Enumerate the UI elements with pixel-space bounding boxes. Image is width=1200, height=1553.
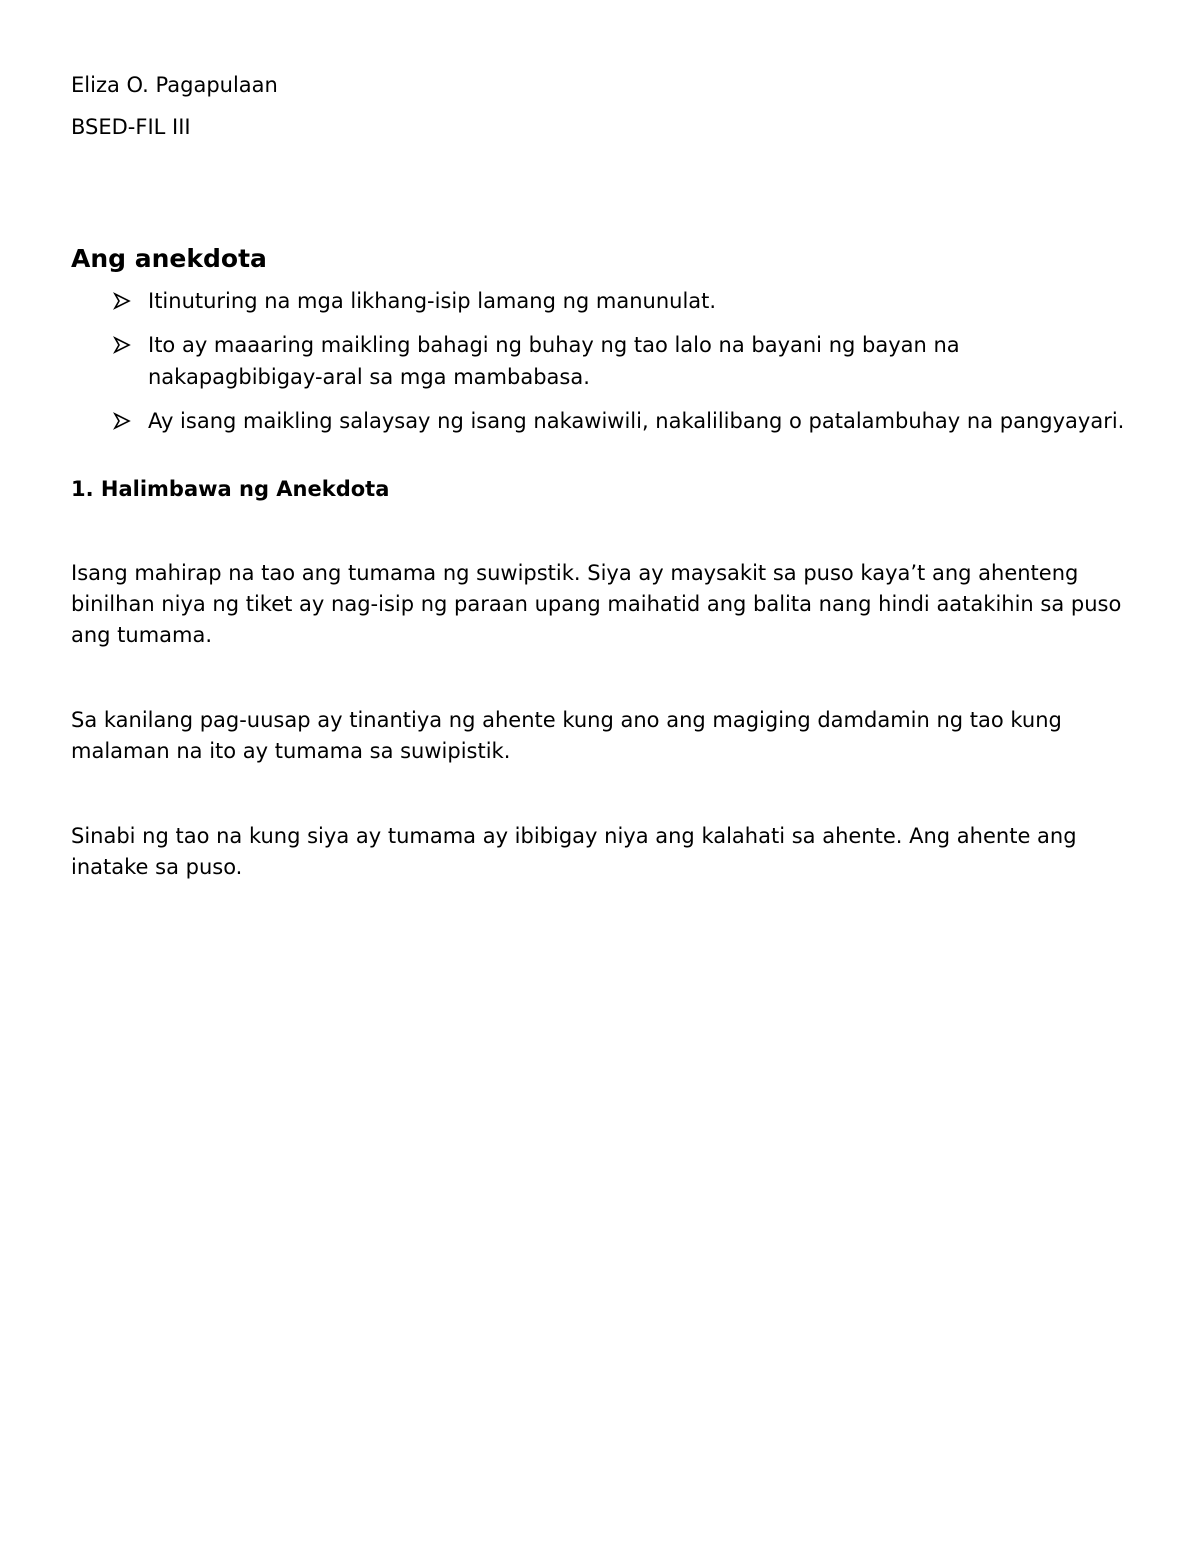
list-item <box>71 329 1131 393</box>
section-title: Ang anekdota <box>71 244 267 273</box>
document-content <box>71 70 1131 883</box>
definition-list <box>71 285 1131 437</box>
course-name: BSED-FIL III <box>71 115 191 139</box>
example-paragraph: Sinabi ng tao na kung siya ay tumama ay ibibigay niya ang kalahati sa ahente. Ang ahente ang inatake sa puso. <box>71 824 1077 879</box>
arrowhead-bullet-icon <box>113 329 131 361</box>
list-item-text: Ay isang maikling salaysay ng isang nakawiwili, nakalilibang o patalambuhay na pangyayari. <box>148 409 1125 433</box>
author-name: Eliza O. Pagapulaan <box>71 73 278 97</box>
arrowhead-bullet-icon <box>113 285 131 317</box>
list-item <box>71 285 1131 317</box>
list-item-text: Ito ay maaaring maikling bahagi ng buhay ng tao lalo na bayani ng bayan na nakapagbibigay-aral sa mga mambabasa. <box>148 333 960 389</box>
list-item <box>71 405 1131 437</box>
example-heading: 1. Halimbawa ng Anekdota <box>71 477 390 501</box>
arrowhead-bullet-icon <box>113 405 131 437</box>
example-paragraph: Sa kanilang pag-uusap ay tinantiya ng ahente kung ano ang magiging damdamin ng tao kung malaman na ito ay tumama sa suwipistik. <box>71 708 1062 763</box>
list-item-text: Itinuturing na mga likhang-isip lamang ng manunulat. <box>148 289 717 313</box>
example-paragraph: Isang mahirap na tao ang tumama ng suwipstik. Siya ay maysakit sa puso kaya’t ang ahenteng binilhan niya ng tiket ay nag-isip ng paraan upang maihatid ang balita nang hindi aatakihin sa puso ang tumama. <box>71 561 1122 647</box>
